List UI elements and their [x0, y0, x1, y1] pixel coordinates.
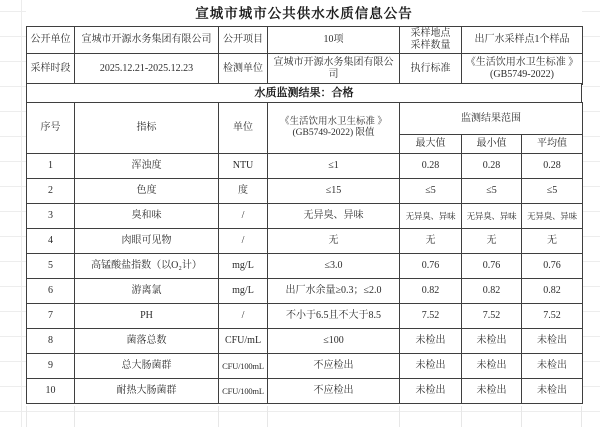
info-label-public-unit: 公开单位	[27, 27, 75, 54]
info-value-public-items: 10项	[268, 27, 400, 54]
grid-line-stub	[581, 406, 582, 427]
page-title: 宣城市城市公共供水水质信息公告	[26, 0, 582, 26]
cell-max: 0.76	[400, 254, 462, 279]
table-row	[27, 354, 583, 379]
info-value-sample-period: 2025.12.21-2025.12.23	[75, 54, 219, 85]
info-label-test-unit: 检测单位	[219, 54, 268, 85]
cell-min: 0.76	[462, 254, 522, 279]
cell-max: ≤5	[400, 179, 462, 204]
cell-unit: CFU/100mL	[219, 354, 268, 379]
cell-unit: /	[219, 229, 268, 254]
cell-seq: 3	[27, 204, 75, 229]
cell-indicator: 菌落总数	[75, 329, 219, 354]
cell-min: 无	[462, 229, 522, 254]
cell-avg: ≤5	[522, 179, 583, 204]
cell-min: 7.52	[462, 304, 522, 329]
cell-min: 未检出	[462, 379, 522, 404]
table-row	[27, 304, 583, 329]
cell-avg: 未检出	[522, 379, 583, 404]
table-row	[27, 204, 583, 229]
cell-max: 未检出	[400, 329, 462, 354]
header-avg: 平均值	[522, 135, 583, 154]
cell-min: 0.28	[462, 154, 522, 179]
grid-line-stub	[267, 406, 268, 427]
cell-max: 0.82	[400, 279, 462, 304]
table-row	[27, 179, 583, 204]
info-value-sample-point: 出厂水采样点1个样品	[462, 27, 583, 54]
table-row	[27, 154, 583, 179]
grid-line-stub	[521, 406, 522, 427]
cell-indicator: PH	[75, 304, 219, 329]
header-limit	[268, 103, 400, 154]
cell-seq: 9	[27, 354, 75, 379]
cell-limit: ≤100	[268, 329, 400, 354]
cell-limit: ≤1	[268, 154, 400, 179]
cell-limit: 不小于6.5且不大于8.5	[268, 304, 400, 329]
cell-indicator: 色度	[75, 179, 219, 204]
result-banner: 水质监测结果：合格	[26, 83, 582, 103]
cell-avg: 未检出	[522, 354, 583, 379]
info-label-public-items: 公开项目	[219, 27, 268, 54]
info-label-sample-point-line2: 采样数量	[410, 40, 451, 51]
cell-unit: CFU/mL	[219, 329, 268, 354]
table-row	[27, 229, 583, 254]
header-limit-line2: (GB5749-2022) 限值	[292, 128, 375, 138]
cell-indicator: 臭和味	[75, 204, 219, 229]
cell-limit: 不应检出	[268, 354, 400, 379]
header-min: 最小值	[462, 135, 522, 154]
info-value-test-unit: 宣城市开源水务集团有限公司	[268, 54, 400, 85]
header-seq: 序号	[27, 103, 75, 154]
grid-line-stub	[218, 406, 219, 427]
cell-limit: ≤3.0	[268, 254, 400, 279]
cell-avg: 0.28	[522, 154, 583, 179]
grid-line-stub	[399, 406, 400, 427]
table-row	[27, 329, 583, 354]
header-unit: 单位	[219, 103, 268, 154]
cell-min: 0.82	[462, 279, 522, 304]
cell-unit: /	[219, 204, 268, 229]
cell-avg: 7.52	[522, 304, 583, 329]
info-table	[26, 26, 583, 85]
table-row	[27, 54, 583, 85]
info-value-standard-line1: 《生活饮用水卫生标准 》	[465, 57, 579, 68]
grid-line-stub	[26, 406, 27, 427]
cell-min: ≤5	[462, 179, 522, 204]
cell-min: 未检出	[462, 354, 522, 379]
cell-seq: 5	[27, 254, 75, 279]
cell-avg: 未检出	[522, 329, 583, 354]
info-label-sample-point	[400, 27, 462, 54]
header-max: 最大值	[400, 135, 462, 154]
cell-limit: 无	[268, 229, 400, 254]
cell-avg: 0.76	[522, 254, 583, 279]
cell-indicator: 肉眼可见物	[75, 229, 219, 254]
info-label-standard: 执行标准	[400, 54, 462, 85]
info-label-sample-period: 采样时段	[27, 54, 75, 85]
cell-max: 未检出	[400, 354, 462, 379]
grid-line-stub	[74, 406, 75, 427]
cell-unit: mg/L	[219, 254, 268, 279]
cell-max: 0.28	[400, 154, 462, 179]
info-value-public-unit: 宣城市开源水务集团有限公司	[75, 27, 219, 54]
info-value-standard-line2: (GB5749-2022)	[490, 69, 554, 80]
table-row	[27, 27, 583, 54]
table-row	[27, 279, 583, 304]
cell-unit: 度	[219, 179, 268, 204]
cell-unit: mg/L	[219, 279, 268, 304]
cell-max: 7.52	[400, 304, 462, 329]
cell-seq: 10	[27, 379, 75, 404]
cell-limit: 无异臭、异味	[268, 204, 400, 229]
cell-seq: 4	[27, 229, 75, 254]
header-limit-line1: 《生活饮用水卫生标准 》	[280, 116, 387, 127]
results-table	[26, 102, 583, 404]
cell-max: 无	[400, 229, 462, 254]
cell-seq: 8	[27, 329, 75, 354]
table-header-row	[27, 103, 583, 135]
cell-min: 无异臭、异味	[462, 204, 522, 229]
cell-indicator: 总大肠菌群	[75, 354, 219, 379]
cell-limit: 出厂水余量≥0.3；≤2.0	[268, 279, 400, 304]
cell-seq: 1	[27, 154, 75, 179]
header-indicator: 指标	[75, 103, 219, 154]
cell-indicator: 耐热大肠菌群	[75, 379, 219, 404]
cell-seq: 2	[27, 179, 75, 204]
cell-min: 未检出	[462, 329, 522, 354]
cell-indicator: 浑浊度	[75, 154, 219, 179]
table-row	[27, 379, 583, 404]
grid-line-vertical	[21, 0, 22, 427]
cell-seq: 7	[27, 304, 75, 329]
cell-avg: 无异臭、异味	[522, 204, 583, 229]
cell-max: 未检出	[400, 379, 462, 404]
cell-indicator: 游离氯	[75, 279, 219, 304]
info-value-standard	[462, 54, 583, 85]
cell-limit: 不应检出	[268, 379, 400, 404]
cell-unit: NTU	[219, 154, 268, 179]
cell-unit: CFU/100mL	[219, 379, 268, 404]
cell-limit: ≤15	[268, 179, 400, 204]
cell-max: 无异臭、异味	[400, 204, 462, 229]
header-range: 监测结果范围	[400, 103, 583, 135]
table-row	[27, 254, 583, 279]
cell-avg: 无	[522, 229, 583, 254]
cell-avg: 0.82	[522, 279, 583, 304]
cell-seq: 6	[27, 279, 75, 304]
cell-unit: /	[219, 304, 268, 329]
grid-line-stub	[461, 406, 462, 427]
info-label-sample-point-line1: 采样地点	[410, 28, 451, 39]
cell-indicator: 高锰酸盐指数（以O₂计）	[75, 254, 219, 279]
